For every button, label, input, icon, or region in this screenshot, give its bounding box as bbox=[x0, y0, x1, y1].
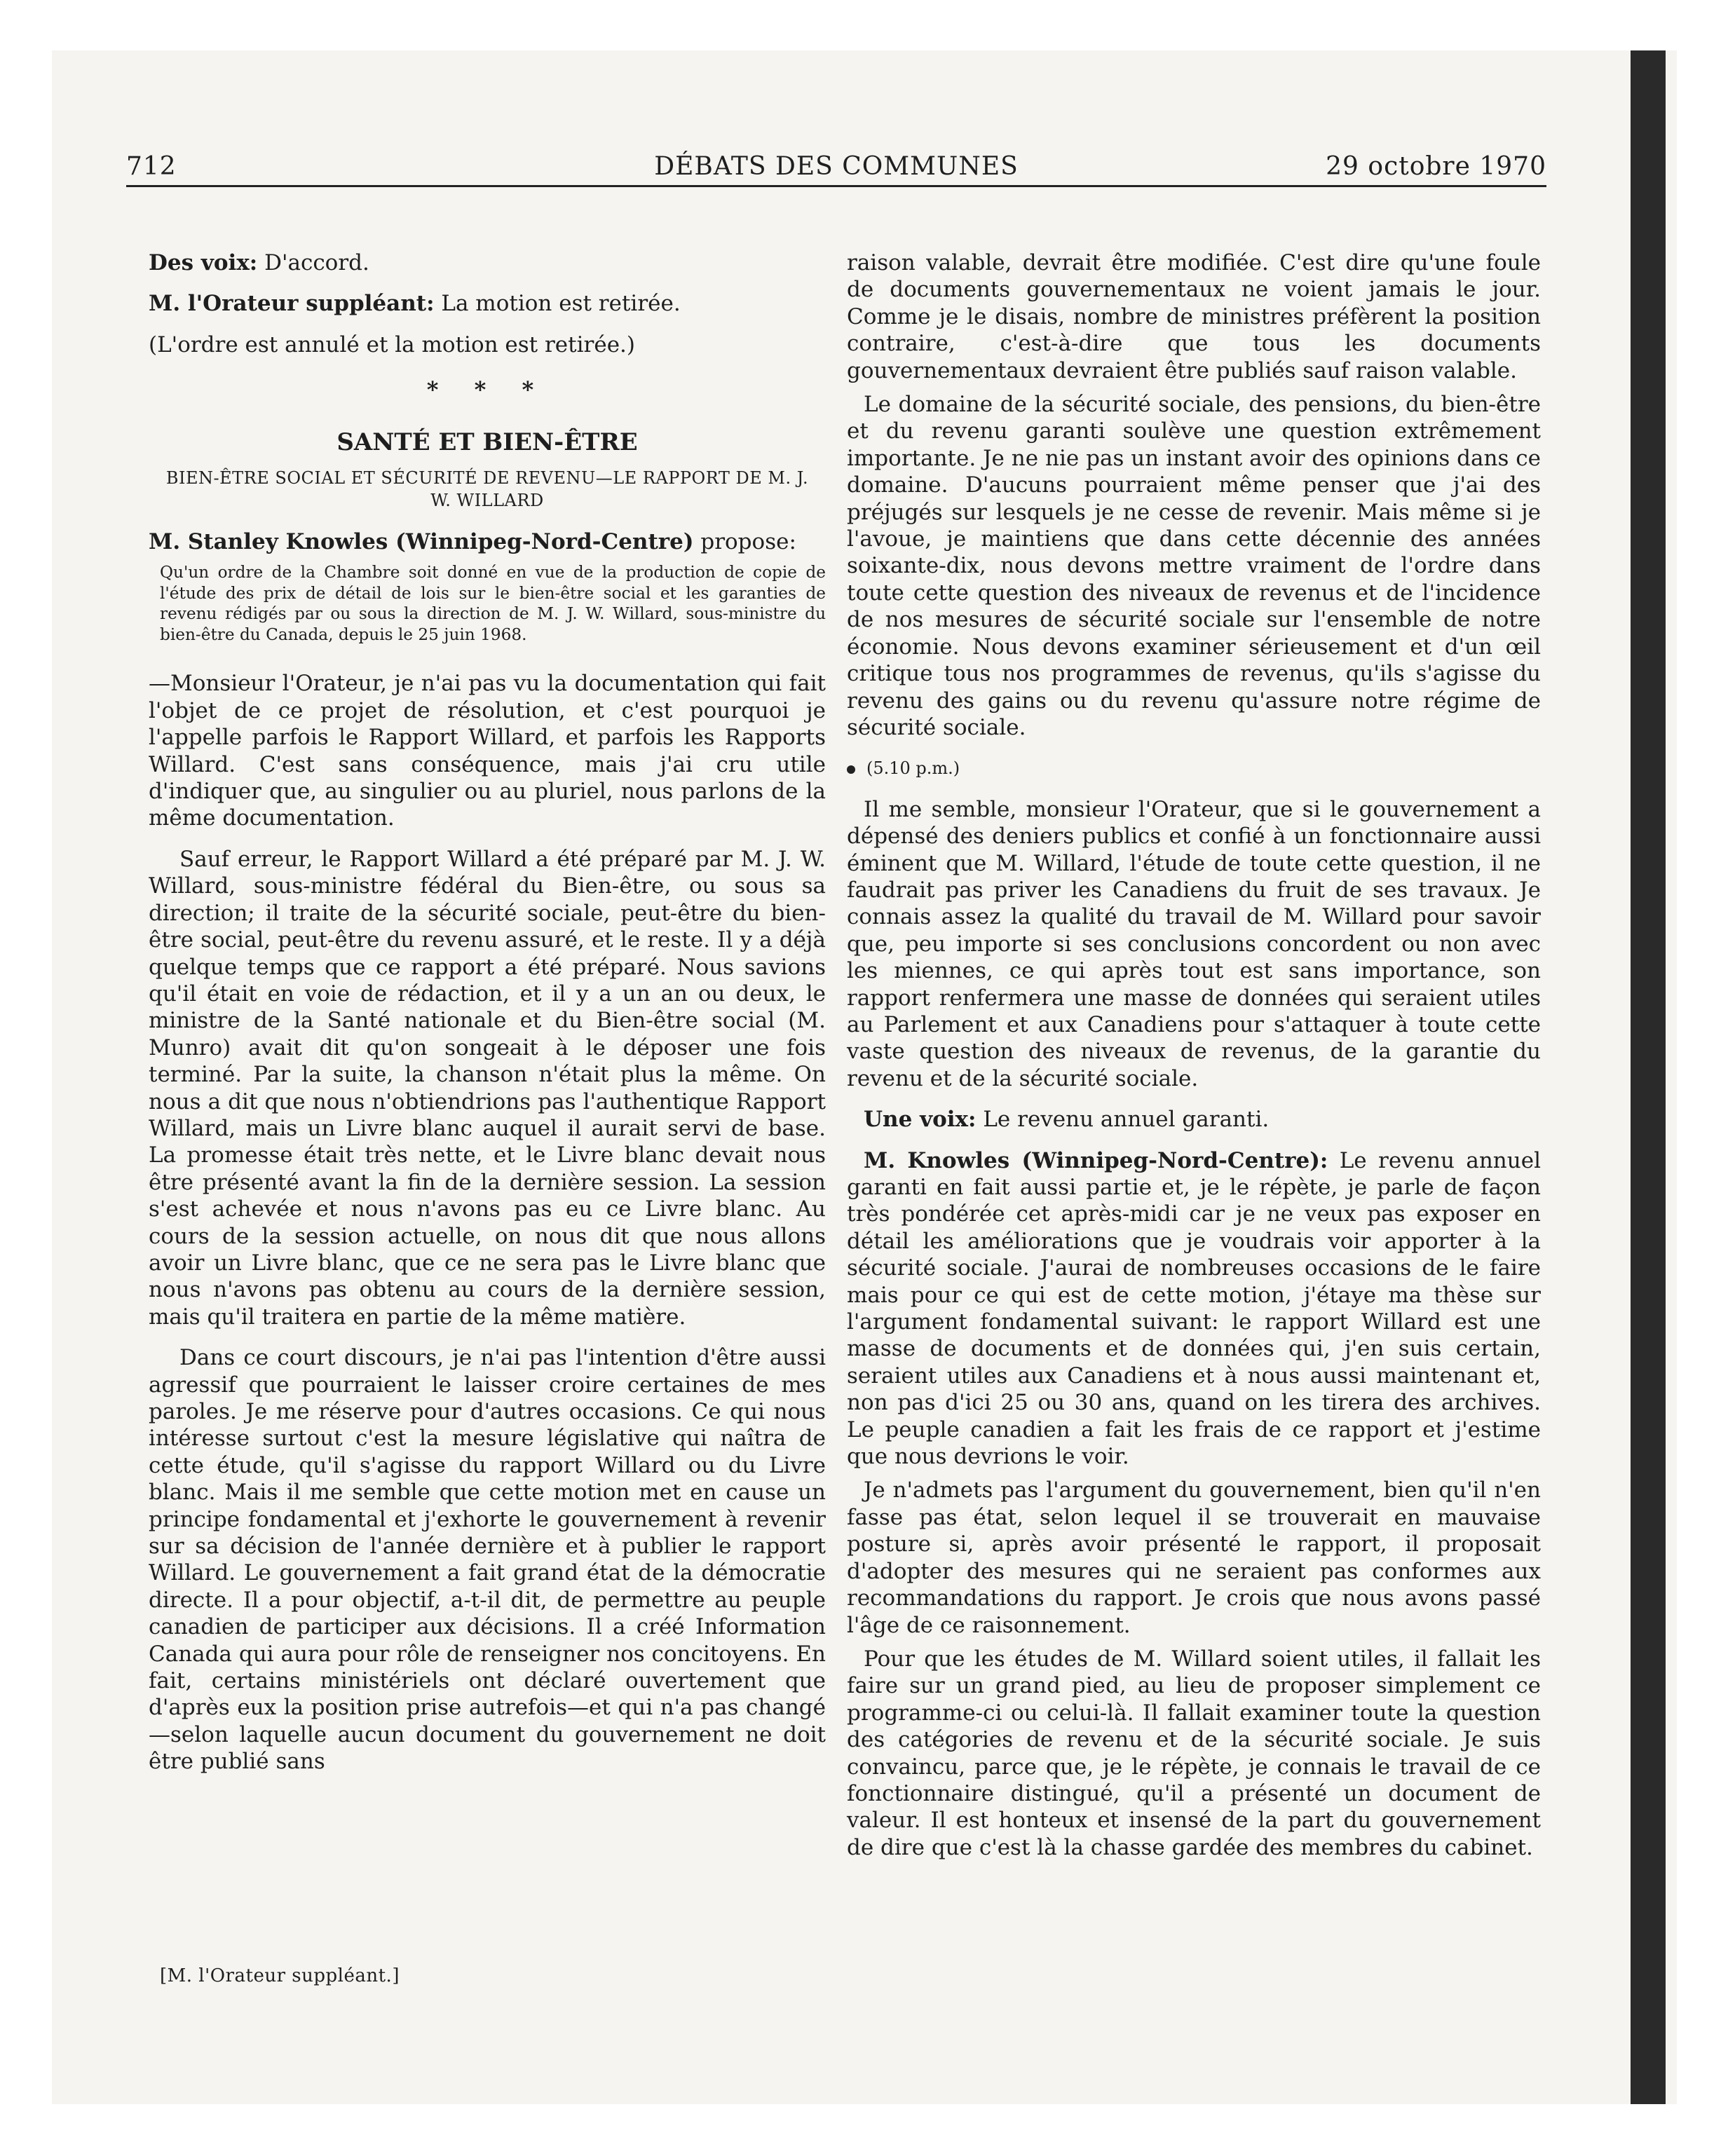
page-number: 712 bbox=[126, 152, 177, 181]
section-title: SANTÉ ET BIEN-ÊTRE bbox=[336, 428, 638, 456]
speech-text: D'accord. bbox=[257, 250, 369, 275]
speaker-name: M. Stanley Knowles (Winnipeg-Nord-Centre) bbox=[149, 529, 694, 555]
speech-text: Le revenu annuel garanti. bbox=[976, 1107, 1270, 1133]
journal-title: DÉBATS DES COMMUNES bbox=[654, 152, 1019, 181]
paragraph: Je n'admets pas l'argument du gouvernement, bien qu'il n'en fasse pas état, selon lequel il se trouverait en mauvaise posture si, après avoir présenté le rapport, il proposait d'adopter des mesures qui ne seraient pas conformes aux recommandations du rapport. Je crois que nous avons passé l'âge de ce raisonnement. bbox=[847, 1478, 1541, 1638]
paragraph: —Monsieur l'Orateur, je n'ai pas vu la documentation qui fait l'objet de ce projet de résolution, et c'est pourquoi je l'appelle parfois le Rapport Willard, et parfois les Rapports Willard. C'est sans conséquence, mais j'ai cru utile d'indiquer que, au singulier ou au pluriel, nous parlons de la même documentation. bbox=[149, 671, 826, 831]
motion-text: Qu'un ordre de la Chambre soit donné en vue de la production de copie de l'étude des prix de détail de lois sur le bien-être social et les garanties de revenu rédigés par ou sous la direction de M. J. W. Willard, sous-ministre du bien-être du Canada, depuis le 25 juin 1968. bbox=[160, 563, 826, 644]
scan-edge-bar bbox=[1631, 50, 1666, 2104]
speaker-name: M. l'Orateur suppléant: bbox=[149, 291, 435, 317]
page-header bbox=[126, 146, 1546, 187]
paragraph bbox=[149, 250, 826, 276]
paragraph: raison valable, devrait être modifiée. C'est dire qu'une foule de documents gouvernementaux ne voient jamais le jour. Comme je le disais, nombre de ministres préfèrent la position contraire, c'est-à-dire que tous les documents gouvernementaux devraient être publiés sauf raison valable. bbox=[847, 250, 1541, 383]
paragraph bbox=[847, 1147, 1541, 1471]
paragraph bbox=[847, 1106, 1541, 1133]
speaker-name: M. Knowles (Winnipeg-Nord-Centre): bbox=[864, 1147, 1328, 1173]
paragraph bbox=[149, 528, 826, 555]
paragraph: Pour que les études de M. Willard soient utiles, il fallait les faire sur un grand pied, au lieu de proposer simplement ce programme-ci ou celui-là. Il fallait examiner toute la question des catégories de revenu et de la sécurité sociale. Je suis convaincu, parce que, je le répète, je connais le travail de ce fonctionnaire distingué, qu'il a présenté un document de valeur. Il est honteux et insensé de la part du gouvernement de dire que c'est là la chasse gardée des membres du cabinet. bbox=[847, 1646, 1541, 1860]
issue-date: 29 octobre 1970 bbox=[1326, 152, 1546, 181]
bullet-icon bbox=[847, 765, 855, 774]
paragraph: Dans ce court discours, je n'ai pas l'intention d'être aussi agressif que pourraient le laisser croire certaines de mes paroles. Je me réserve pour d'autres occasions. Ce qui nous intéresse surtout c'est la mesure législative qui naîtra de cette étude, qu'il s'agisse du rapport Willard ou du Livre blanc. Mais il me semble que cette motion met en cause un principe fondamental et j'exhorte le gouvernement à revenir sur sa décision de l'année dernière et à publier le rapport Willard. Le gouvernement a fait grand état de la démocratie directe. Il a pour objectif, a-t-il dit, de permettre au peuple canadien de participer aux décisions. Il a créé Information Canada qui aura pour rôle de renseigner nos concitoyens. En fait, certains ministériels ont déclaré ouvertement que d'après eux la position prise autrefois—et qui n'a pas changé—selon laquelle aucun document du gouvernement ne doit être publié sans bbox=[149, 1345, 826, 1775]
speaker-reference: [M. l'Orateur suppléant.] bbox=[160, 1965, 400, 1986]
left-column bbox=[149, 250, 826, 1789]
speaker-name: Une voix: bbox=[864, 1107, 977, 1133]
speech-text: propose: bbox=[693, 529, 796, 555]
section-subtitle: BIEN-ÊTRE SOCIAL ET SÉCURITÉ DE REVENU—LE RAPPORT DE M. J. W. WILLARD bbox=[165, 468, 809, 511]
right-column bbox=[847, 250, 1541, 1875]
paragraph: Il me semble, monsieur l'Orateur, que si le gouvernement a dépensé des deniers publics et confié à un fonctionnaire aussi éminent que M. Willard, l'étude de toute cette question, il ne faudrait pas priver les Canadiens du fruit de ses travaux. Je connais assez la qualité du travail de M. Willard pour savoir que, peu importe si ses conclusions concordent ou non avec les miennes, ce qui après tout est sans importance, son rapport renfermera une masse de données qui seraient utiles au Parlement et aux Canadiens pour s'attaquer à toute cette vaste question des niveaux de revenus, de la garantie du revenu et de la sécurité sociale. bbox=[847, 796, 1541, 1091]
speech-text: Le revenu annuel garanti en fait aussi partie et, je le répète, je parle de façon très pondérée cet après-midi car je ne veux pas exposer en détail les améliorations que je voudrais voir apporter à la sécurité sociale. J'aurai de nombreuses occasions de le faire mais pour ce qui est de cette motion, j'étaye ma thèse sur l'argument fondamental suivant: le rapport Willard est une masse de documents et de données qui, j'en suis certain, seraient utiles aux Canadiens et à nous aussi maintenant et, non pas d'ici 25 ou 30 ans, quand on les tirera des archives. Le peuple canadien a fait les frais de ce rapport et j'estime que nous devrions le voir. bbox=[847, 1147, 1541, 1470]
timestamp-text: (5.10 p.m.) bbox=[866, 758, 960, 779]
section-separator: * * * bbox=[426, 376, 548, 404]
speaker-name: Des voix: bbox=[149, 250, 258, 275]
timestamp bbox=[847, 755, 1541, 782]
paragraph: Le domaine de la sécurité sociale, des pensions, du bien-être et du revenu garanti soulève une question extrêmement importante. Je ne nie pas un instant avoir des opinions dans ce domaine. D'aucuns pourraient même penser que j'ai des préjugés sur lesquels je ne cesse de revenir. Mais même si je l'avoue, je maintiens que dans cette décennie des années soixante-dix, nous devons mettre vraiment de l'ordre dans toute cette question des niveaux de revenus et de l'incidence de nos mesures de sécurité sociale sur l'ensemble de notre économie. Nous devons examiner sérieusement et d'un œil critique tous nos programmes de revenus, qu'ils s'agisse du revenu des gains ou du revenu qu'assure notre régime de sécurité sociale. bbox=[847, 392, 1541, 740]
speech-text: La motion est retirée. bbox=[434, 291, 681, 317]
paragraph bbox=[149, 290, 826, 317]
paragraph: Sauf erreur, le Rapport Willard a été préparé par M. J. W. Willard, sous-ministre fédéral du Bien-être, ou sous sa direction; il traite de la sécurité sociale, peut-être du bien-être social, peut-être du revenu assuré, et le reste. Il y a déjà quelque temps que ce rapport a été préparé. Nous savions qu'il était en voie de rédaction, et il y a un an ou deux, le ministre de la Santé nationale et du Bien-être social (M. Munro) avait dit qu'on songeait à le déposer une fois terminé. Par la suite, la chanson n'était plus la même. On nous a dit que nous n'obtiendrions pas l'authentique Rapport Willard, mais un Livre blanc auquel il aurait servi de base. La promesse était très nette, et le Livre blanc devait nous être présenté avant la fin de la dernière session. La session s'est achevée et nous n'avons pas eu ce Livre blanc. Au cours de la session actuelle, on nous dit que nous allons avoir un Livre blanc, que ce ne sera pas le Livre blanc que nous n'avons pas obtenu au cours de la dernière session, mais qu'il traitera en partie de la même matière. bbox=[149, 846, 826, 1330]
procedural-note: (L'ordre est annulé et la motion est retirée.) bbox=[149, 332, 635, 357]
